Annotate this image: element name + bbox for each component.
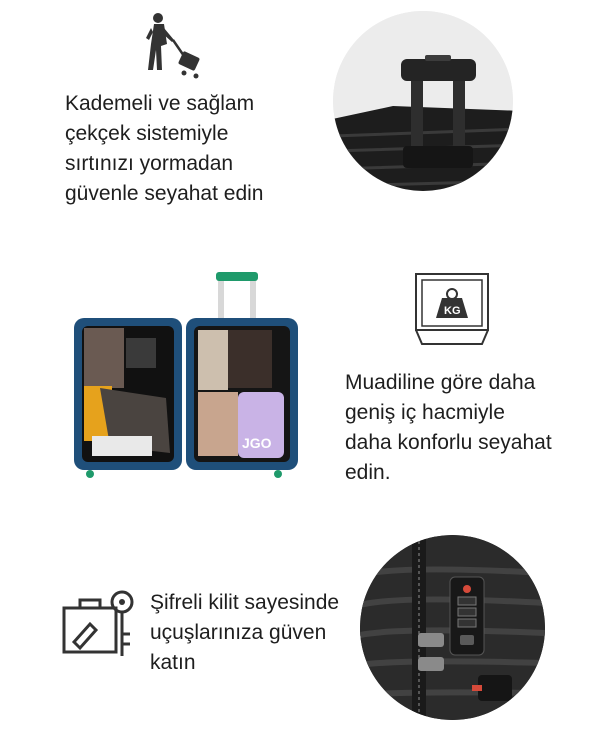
combination-lock-photo — [360, 535, 545, 720]
open-packed-suitcase-photo — [70, 268, 302, 483]
shirt-print-text: JGO — [242, 435, 272, 451]
feature-3 — [0, 520, 600, 750]
briefcase-with-key-icon — [60, 586, 140, 666]
kg-label: KG — [444, 305, 461, 317]
kg-weight-in-box-icon — [412, 270, 492, 350]
feature-2 — [0, 240, 600, 520]
trolley-handle-photo — [333, 11, 513, 191]
feature-1-text: Kademeli ve sağlam çekçek sistemiyle sırtınızı yormadan güvenle seyahat edin — [65, 92, 264, 205]
feature-3-text: Şifreli kilit sayesinde uçuşlarınıza güven katın — [150, 591, 340, 674]
feature-2-text: Muadiline göre daha geniş iç hacmiyle daha konforlu seyahat edin. — [345, 371, 552, 484]
feature-1 — [0, 0, 600, 240]
traveler-with-suitcase-icon — [140, 10, 210, 80]
